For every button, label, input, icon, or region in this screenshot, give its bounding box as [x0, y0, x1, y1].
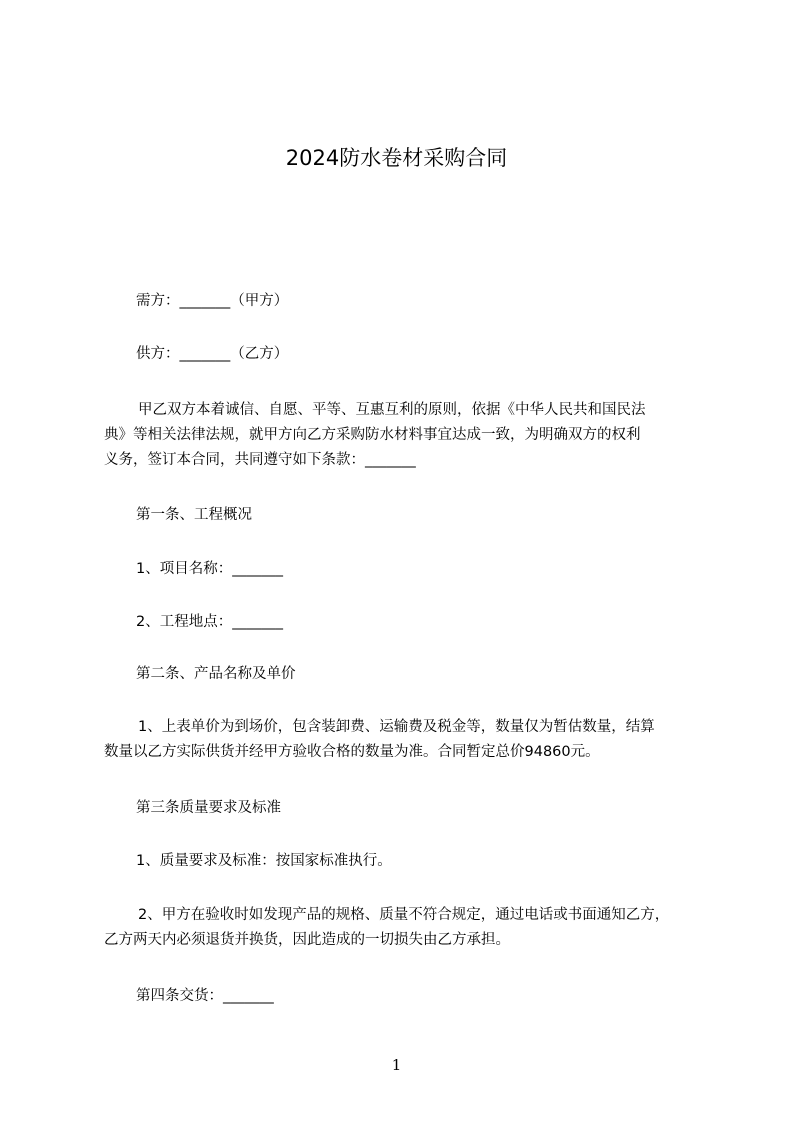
article-1-item-2: 2、工程地点：_______ — [136, 614, 283, 630]
article-4-heading: 第四条交货：_______ — [136, 988, 274, 1004]
preamble-line-2: 典》等相关法律法规，就甲方向乙方采购防水材料事宜达成一致，为明确双方的权利 — [104, 427, 641, 443]
article-3-item-2-line-1: 2、甲方在验收时如发现产品的规格、质量不符合规定，通过电话或书面通知乙方， — [138, 907, 670, 923]
article-2-item-1 — [104, 715, 696, 765]
article-3-item-2 — [104, 903, 696, 953]
article-2-heading: 第二条、产品名称及单价 — [136, 666, 296, 682]
page-number: 1 — [391, 1056, 402, 1074]
preamble-line-3: 义务，签订本合同，共同遵守如下条款：_______ — [104, 452, 416, 468]
preamble-paragraph — [104, 398, 696, 473]
party-a-line: 需方：_______（甲方） — [136, 293, 289, 309]
article-1-heading: 第一条、工程概况 — [136, 507, 252, 523]
article-2-item-1-line-2: 数量以乙方实际供货并经甲方验收合格的数量为准。合同暂定总价94860元。 — [104, 744, 600, 760]
article-3-item-2-line-2: 乙方两天内必须退货并换货，因此造成的一切损失由乙方承担。 — [104, 932, 510, 948]
article-3-item-1: 1、质量要求及标准：按国家标准执行。 — [136, 853, 392, 869]
document-title: 2024防水卷材采购合同 — [285, 146, 508, 170]
party-b-line: 供方：_______（乙方） — [136, 346, 289, 362]
preamble-line-1: 甲乙双方本着诚信、自愿、平等、互惠互利的原则，依据《中华人民共和国民法 — [138, 402, 646, 418]
article-2-item-1-line-1: 1、上表单价为到场价，包含装卸费、运输费及税金等，数量仅为暂估数量，结算 — [138, 719, 655, 735]
article-3-heading: 第三条质量要求及标准 — [136, 800, 281, 816]
article-1-item-1: 1、项目名称：_______ — [136, 561, 283, 577]
